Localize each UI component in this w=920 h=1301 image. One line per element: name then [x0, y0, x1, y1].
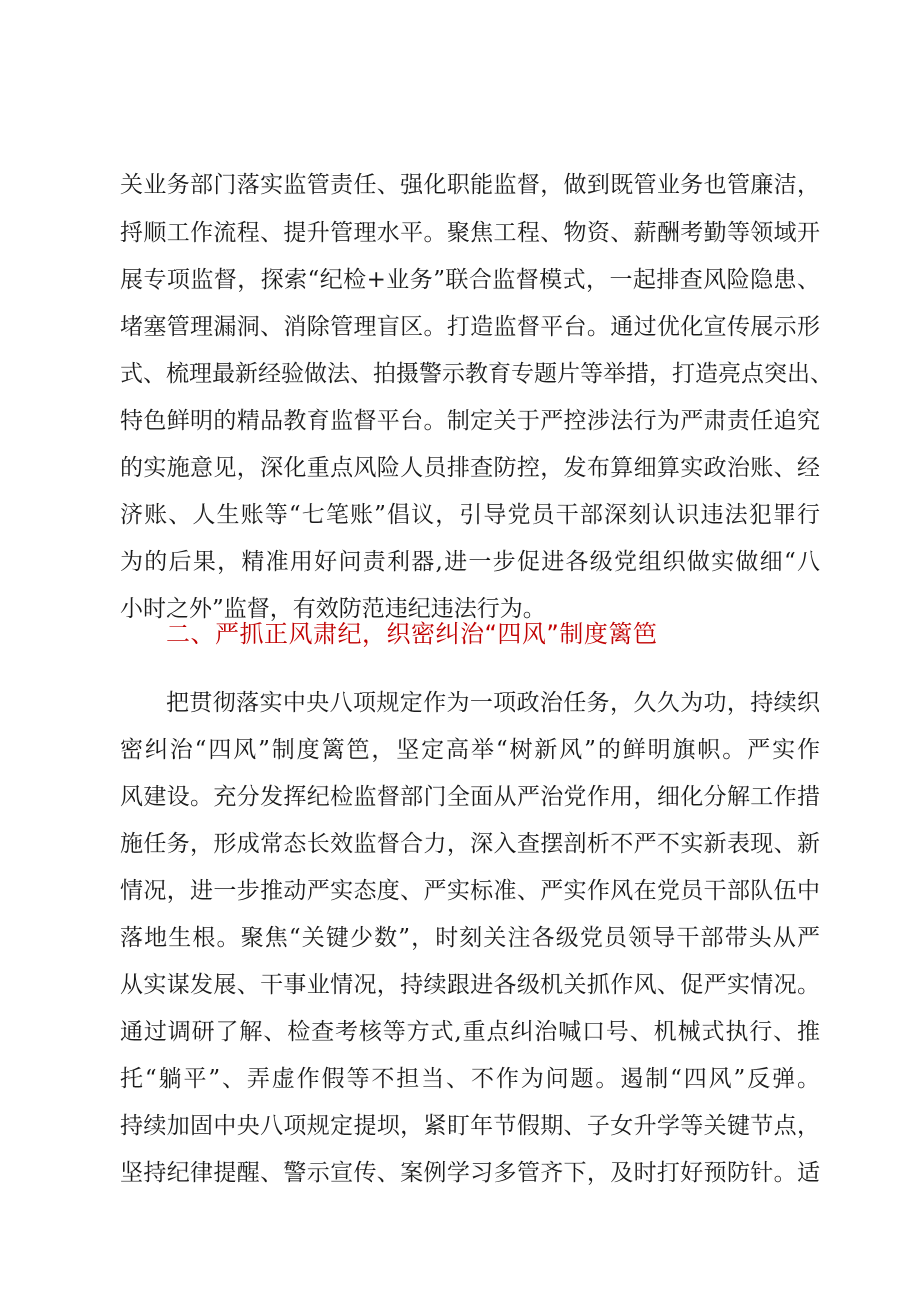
text-line: 把贯彻落实中央八项规定作为一项政治任务，久久为功，持续织	[166, 690, 820, 716]
text-line: 特色鲜明的精品教育监督平台。制定关于严控涉法行为严肃责任追究	[120, 408, 820, 434]
text-line: 通过调研了解、检查考核等方式,重点纠治喊口号、机械式执行、推	[120, 1019, 820, 1045]
text-line: 托“躺平”、弄虚作假等不担当、不作为问题。遏制“四风”反弹。	[120, 1066, 820, 1092]
text-line: 施任务，形成常态长效监督合力，深入查摆剖析不严不实新表现、新	[120, 831, 820, 857]
text-line: 展专项监督，探索“纪检+业务”联合监督模式，一起排查风险隐患、	[120, 267, 820, 293]
text-line: 从实谋发展、干事业情况，持续跟进各级机关抓作风、促严实情况。	[120, 972, 820, 998]
text-line: 的实施意见，深化重点风险人员排查防控，发布算细算实政治账、经	[120, 455, 820, 481]
text-line: 堵塞管理漏洞、消除管理盲区。打造监督平台。通过优化宣传展示形	[120, 314, 820, 340]
text-line: 情况，进一步推动严实态度、严实标准、严实作风在党员干部队伍中	[120, 878, 820, 904]
text-line: 济账、人生账等“七笔账”倡议，引导党员干部深刻认识违法犯罪行	[120, 502, 820, 528]
text-line: 坚持纪律提醒、警示宣传、案例学习多管齐下，及时打好预防针。适	[120, 1160, 820, 1186]
text-line: 小时之外”监督，有效防范违纪违法行为。	[120, 596, 546, 622]
text-line: 关业务部门落实监管责任、强化职能监督，做到既管业务也管廉洁，	[120, 172, 820, 198]
text-line: 式、梳理最新经验做法、拍摄警示教育专题片等举措，打造亮点突出、	[120, 361, 833, 387]
text-line: 落地生根。聚焦“关键少数”，时刻关注各级党员领导干部带头从严	[120, 925, 820, 951]
section-heading: 二、严抓正风肃纪，织密纠治“四风”制度篱笆	[166, 620, 658, 648]
text-line: 为的后果，精准用好问责利器,进一步促进各级党组织做实做细“八	[120, 549, 820, 575]
text-line: 密纠治“四风”制度篱笆，坚定高举“树新风”的鲜明旗帜。严实作	[120, 737, 820, 763]
text-line: 持续加固中央八项规定提坝，紧盯年节假期、子女升学等关键节点，	[120, 1113, 820, 1139]
text-line: 捋顺工作流程、提升管理水平。聚焦工程、物资、薪酬考勤等领域开	[120, 220, 820, 246]
text-line: 风建设。充分发挥纪检监督部门全面从严治党作用，细化分解工作措	[120, 784, 820, 810]
